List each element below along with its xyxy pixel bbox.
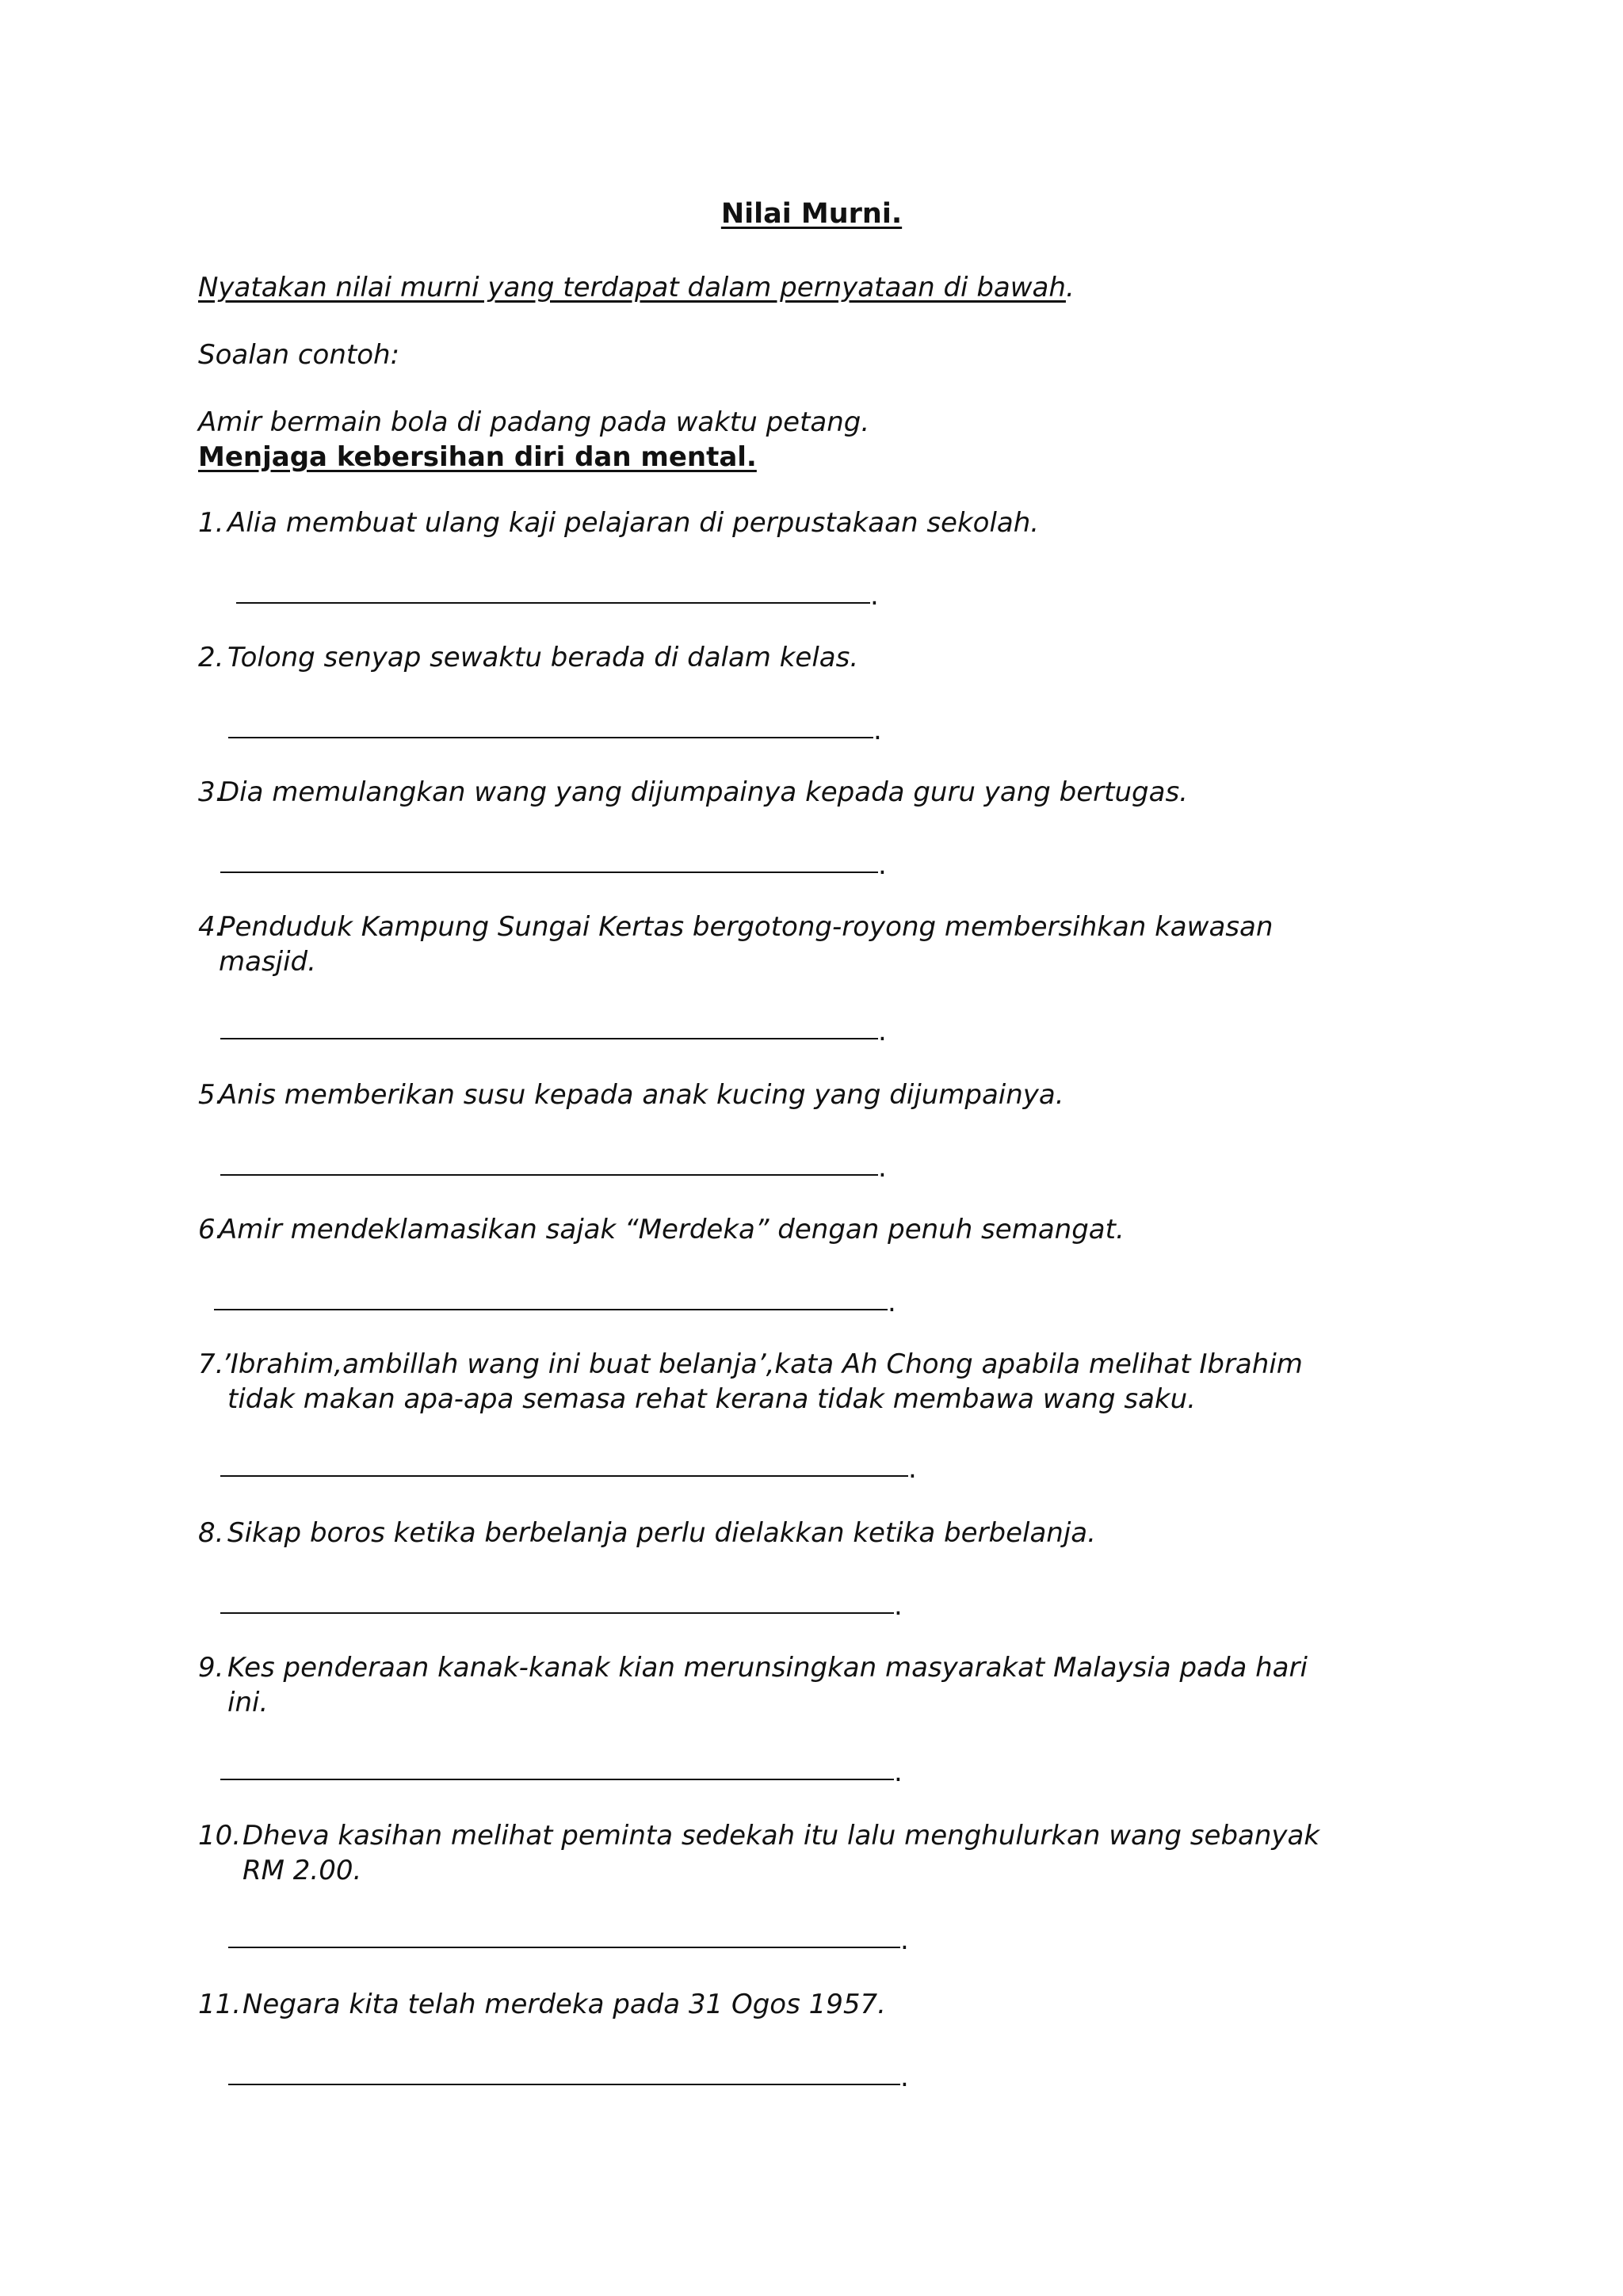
answer-line-period: . [888, 1287, 896, 1318]
question-text: Tolong senyap sewaktu berada di dalam kelas. [227, 642, 859, 673]
question-text-line-2: tidak makan apa-apa semasa rehat kerana tidak membawa wang saku. [227, 1383, 1196, 1415]
question-text: Dheva kasihan melihat peminta sedekah itu lalu menghulurkan wang sebanyak [242, 1820, 1320, 1852]
question-text: Amir mendeklamasikan sajak “Merdeka” dengan penuh semangat. [219, 1214, 1125, 1245]
answer-line-period: . [878, 1016, 887, 1047]
question-number: 8. [198, 1517, 224, 1549]
answer-line-3[interactable] [220, 871, 878, 873]
answer-line-10[interactable] [228, 1947, 900, 1948]
answer-line-9[interactable] [220, 1779, 894, 1780]
answer-line-6[interactable] [214, 1309, 888, 1310]
answer-line-period: . [870, 580, 879, 612]
answer-line-2[interactable] [228, 737, 873, 738]
question-number: 6. [198, 1214, 224, 1245]
question-text: Sikap boros ketika berbelanja perlu dielakkan ketika berbelanja. [227, 1517, 1096, 1549]
question-number: 11. [198, 1989, 242, 2020]
answer-line-4[interactable] [220, 1038, 878, 1039]
answer-line-period: . [878, 849, 887, 881]
instruction-text: Nyatakan nilai murni yang terdapat dalam pernyataan di bawah [198, 272, 1066, 303]
answer-line-1[interactable] [236, 602, 870, 604]
question-number: 7. [198, 1348, 224, 1380]
instruction-period: . [1065, 272, 1075, 303]
answer-line-7[interactable] [220, 1475, 908, 1477]
question-text: Negara kita telah merdeka pada 31 Ogos 1957. [242, 1989, 886, 2020]
question-number: 4. [198, 911, 224, 943]
question-text-line-2: masjid. [219, 946, 316, 978]
question-text: ’Ibrahim,ambillah wang ini buat belanja’,kata Ah Chong apabila melihat Ibrahim [222, 1348, 1303, 1380]
question-number: 2. [198, 642, 224, 673]
example-answer: Menjaga kebersihan diri dan mental. [198, 441, 757, 473]
page-title: Nilai Murni. [720, 198, 903, 230]
question-number: 1. [198, 507, 224, 539]
question-number: 10. [198, 1820, 242, 1852]
answer-line-5[interactable] [220, 1174, 878, 1176]
answer-line-8[interactable] [220, 1612, 894, 1614]
example-label: Soalan contoh: [198, 339, 400, 371]
question-text: Alia membuat ulang kaji pelajaran di perpustakaan sekolah. [227, 507, 1040, 539]
question-text: Dia memulangkan wang yang dijumpainya kepada guru yang bertugas. [219, 776, 1188, 808]
question-number: 5. [198, 1079, 224, 1111]
answer-line-period: . [873, 715, 882, 746]
answer-line-period: . [894, 1756, 903, 1788]
example-sentence: Amir bermain bola di padang pada waktu petang. [198, 406, 870, 438]
question-text-line-2: ini. [227, 1687, 269, 1718]
answer-line-11[interactable] [228, 2084, 900, 2085]
answer-line-period: . [900, 1924, 909, 1956]
answer-line-period: . [908, 1453, 917, 1485]
question-text-line-2: RM 2.00. [242, 1855, 362, 1886]
instruction [198, 272, 1075, 303]
question-number: 9. [198, 1652, 224, 1684]
answer-line-period: . [894, 1590, 903, 1622]
question-text: Anis memberikan susu kepada anak kucing yang dijumpainya. [219, 1079, 1064, 1111]
question-number: 3. [198, 776, 224, 808]
question-text: Penduduk Kampung Sungai Kertas bergotong-royong membersihkan kawasan [219, 911, 1274, 943]
question-text: Kes penderaan kanak-kanak kian merunsingkan masyarakat Malaysia pada hari [227, 1652, 1308, 1684]
answer-line-period: . [900, 2061, 909, 2093]
answer-line-period: . [878, 1152, 887, 1184]
